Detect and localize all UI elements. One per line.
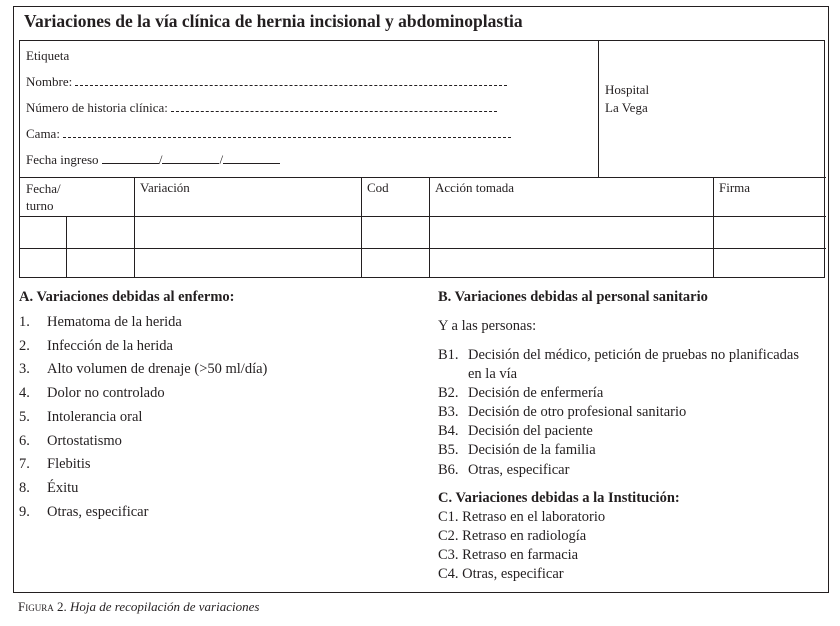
date-separator: /	[158, 152, 163, 167]
list-item: Dolor no controlado	[47, 385, 165, 402]
section-c-heading: C. Variaciones debidas a la Institución:	[438, 490, 680, 506]
etiqueta-label: Etiqueta	[26, 48, 70, 63]
nombre-field[interactable]	[26, 74, 507, 90]
list-item: Decisión del médico, petición de pruebas no planificadas	[468, 347, 799, 363]
fecha-ingreso-field[interactable]	[26, 152, 280, 168]
fecha-ingreso-label: Fecha ingreso	[26, 152, 99, 167]
header-cod: Cod	[367, 180, 389, 195]
divider	[361, 177, 362, 278]
list-item: Flebitis	[47, 456, 91, 473]
list-item: Decisión de enfermería	[468, 385, 604, 401]
figure-title: Variaciones de la vía clínica de hernia incisional y abdominoplastia	[24, 11, 523, 31]
hospital-divider	[598, 41, 599, 178]
divider	[713, 177, 714, 278]
divider	[20, 216, 826, 217]
list-item: Alto volumen de drenaje (>50 ml/día)	[47, 361, 268, 378]
list-item-number: B5.	[438, 442, 459, 458]
figure-caption	[18, 599, 259, 615]
header-firma: Firma	[719, 180, 751, 195]
list-item: Otras, especificar	[47, 503, 149, 520]
section-b-subheading: Y a las personas:	[438, 318, 537, 334]
hospital-name: Hospital	[605, 82, 650, 97]
list-item: Éxitu	[47, 479, 79, 496]
list-item-number: 6.	[19, 432, 30, 449]
list-item-number: 3.	[19, 361, 30, 378]
divider	[66, 216, 67, 278]
list-item-number: 7.	[19, 456, 30, 473]
list-item-number: 4.	[19, 385, 30, 402]
list-item-number: 2.	[19, 337, 30, 354]
variation-form	[19, 40, 825, 278]
list-item: C2. Retraso en radiología	[438, 528, 587, 544]
list-item-number: 5.	[19, 408, 30, 425]
date-separator: /	[219, 152, 224, 167]
list-item-number: 9.	[19, 503, 30, 520]
list-item: C3. Retraso en farmacia	[438, 547, 579, 563]
caption-text: Hoja de recopilación de variaciones	[69, 599, 260, 614]
historia-field[interactable]	[26, 100, 497, 116]
list-item: Decisión de otro profesional sanitario	[468, 404, 687, 420]
historia-label: Número de historia clínica:	[26, 100, 168, 115]
divider	[20, 248, 826, 249]
list-item: Hematoma de la herida	[47, 314, 182, 330]
list-item-number: B4.	[438, 423, 459, 439]
list-item: C1. Retraso en el laboratorio	[438, 509, 606, 525]
cama-label: Cama:	[26, 126, 60, 141]
section-a-heading: A. Variaciones debidas al enfermo:	[19, 289, 235, 305]
list-item: Infección de la herida	[47, 337, 173, 354]
nombre-label: Nombre:	[26, 74, 73, 89]
list-item-continuation: en la vía	[468, 366, 518, 382]
list-item: Otras, especificar	[468, 462, 570, 478]
list-item-number: B2.	[438, 385, 459, 401]
list-item-number: B6.	[438, 462, 459, 478]
hospital-name-2: La Vega	[605, 100, 648, 115]
divider	[20, 177, 826, 178]
list-item-number: 1.	[19, 314, 30, 330]
header-variacion: Variación	[140, 180, 190, 195]
list-item: Ortostatismo	[47, 432, 122, 449]
list-item-number: B3.	[438, 404, 459, 420]
list-item: Decisión de la familia	[468, 442, 596, 458]
list-item: C4. Otras, especificar	[438, 566, 564, 582]
divider	[134, 177, 135, 278]
list-item: Decisión del paciente	[468, 423, 593, 439]
header-accion: Acción tomada	[435, 180, 515, 195]
section-b-heading: B. Variaciones debidas al personal sanitario	[438, 289, 708, 305]
list-item-number: B1.	[438, 347, 459, 363]
header-fecha-turno: Fecha/ turno	[26, 181, 61, 213]
cama-field[interactable]	[26, 126, 511, 142]
list-item: Intolerancia oral	[47, 408, 143, 425]
divider	[429, 177, 430, 278]
caption-label: Figura 2.	[18, 599, 67, 614]
list-item-number: 8.	[19, 479, 30, 496]
